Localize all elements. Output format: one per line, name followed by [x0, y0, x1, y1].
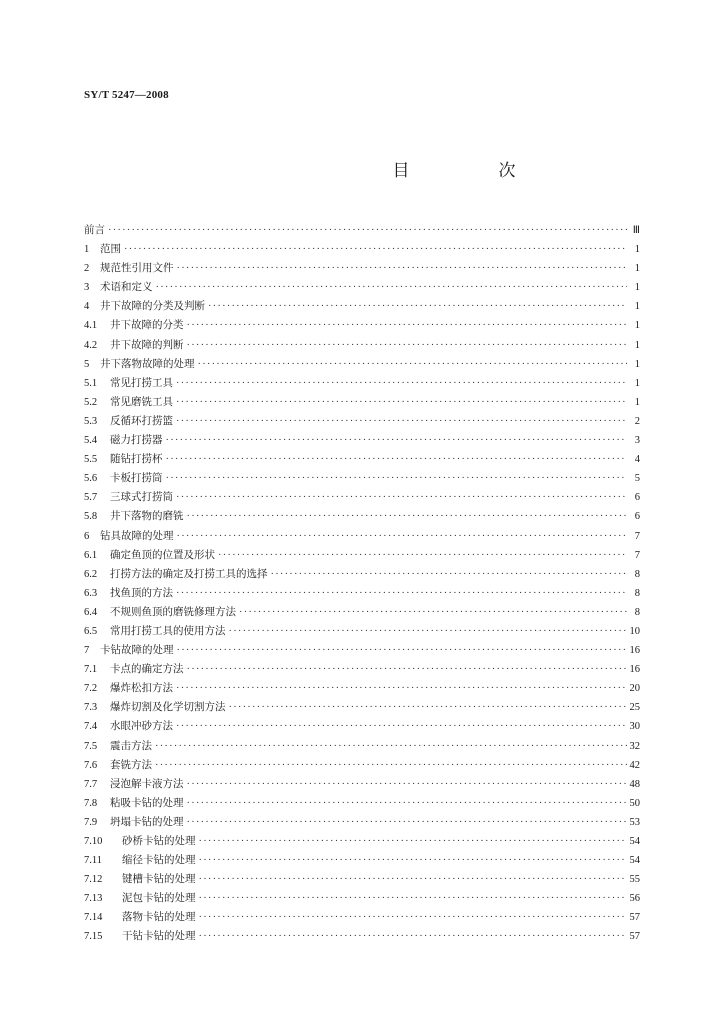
toc-entry-number: 7.12	[84, 874, 103, 886]
toc-leader-dots	[199, 927, 627, 946]
toc-entry-page: 32	[629, 740, 640, 752]
toc-entry-label: 键槽卡钻的处理	[122, 873, 196, 886]
toc-entry-label: 井下落物故障的处理	[100, 357, 195, 370]
toc-entry-label: 打捞方法的确定及打捞工具的选择	[110, 567, 268, 580]
toc-entry-number: 5.2	[84, 396, 98, 408]
toc-leader-dots	[156, 278, 628, 297]
toc-leader-dots	[155, 756, 627, 775]
toc-entry-number: 5.1	[84, 377, 98, 389]
toc-leader-dots	[155, 737, 627, 756]
toc-entry-label: 井下落物的磨铣	[110, 510, 184, 523]
toc-leader-dots	[187, 794, 627, 813]
toc-leader-dots	[176, 488, 627, 507]
toc-entry-number: 7.9	[84, 816, 98, 828]
toc-entry	[84, 297, 640, 316]
toc-entry	[84, 527, 640, 546]
toc-entry-number: 7.14	[84, 912, 103, 924]
toc-entry-label: 范围	[100, 243, 121, 256]
toc-leader-dots	[199, 870, 627, 889]
toc-entry-page: 1	[634, 301, 640, 313]
toc-entry-label: 套铣方法	[110, 758, 152, 771]
toc-entry-label: 确定鱼顶的位置及形状	[110, 548, 215, 561]
toc-entry-number: 7.11	[84, 855, 102, 867]
toc-entry-page: 42	[629, 759, 640, 771]
toc-entry-label: 爆炸松扣方法	[110, 682, 173, 695]
toc-entry-page: 25	[629, 702, 640, 714]
toc-entry-label: 卡点的确定方法	[110, 663, 184, 676]
toc-entry	[84, 316, 640, 335]
toc-leader-dots	[187, 813, 627, 832]
toc-entry-label: 常见磨铣工具	[110, 395, 173, 408]
toc-leader-dots	[166, 431, 628, 450]
toc-entry	[84, 775, 640, 794]
toc-entry	[84, 259, 640, 278]
toc-entry-label: 震击方法	[110, 739, 152, 752]
toc-entry-number: 3	[84, 282, 90, 294]
page-title-text: 目 次	[392, 161, 552, 181]
toc-entry-label: 干钻卡钻的处理	[122, 930, 196, 943]
toc-entry-label: 常用打捞工具的使用方法	[110, 624, 226, 637]
toc-entry	[84, 679, 640, 698]
toc-entry-number: 7.3	[84, 702, 98, 714]
toc-entry-page: 1	[634, 339, 640, 351]
toc-entry	[84, 908, 640, 927]
toc-leader-dots	[108, 221, 627, 240]
toc-entry-label: 卡板打捞筒	[110, 472, 163, 485]
toc-entry	[84, 870, 640, 889]
toc-entry-number: 5.3	[84, 415, 98, 427]
toc-entry	[84, 412, 640, 431]
toc-leader-dots	[187, 336, 628, 355]
toc-entry-page: 20	[629, 683, 640, 695]
toc-entry-label: 井下故障的判断	[110, 338, 184, 351]
toc-leader-dots	[199, 832, 627, 851]
toc-entry-page: 2	[634, 415, 640, 427]
toc-leader-dots	[177, 641, 627, 660]
standard-code: SY/T 5247—2008	[84, 89, 169, 101]
toc-entry-label: 术语和定义	[100, 281, 153, 294]
toc-entry-page: 1	[634, 282, 640, 294]
toc-entry-label: 卡钻故障的处理	[100, 644, 174, 657]
toc-entry-label: 常见打捞工具	[110, 376, 173, 389]
toc-entry-page: 56	[629, 893, 640, 905]
toc-entry-number: 5.8	[84, 511, 98, 523]
toc-entry-number: 5.4	[84, 435, 98, 447]
toc-entry	[84, 889, 640, 908]
toc-entry-number: 7.4	[84, 721, 98, 733]
toc-leader-dots	[176, 717, 627, 736]
toc-entry	[84, 660, 640, 679]
toc-leader-dots	[166, 469, 628, 488]
toc-entry-number: 6	[84, 530, 90, 542]
toc-entry	[84, 584, 640, 603]
toc-entry-label: 前言	[84, 224, 105, 236]
toc-entry-number: 7.2	[84, 683, 98, 695]
toc-entry-page: 16	[629, 664, 640, 676]
toc-entry-label: 井下故障的分类	[110, 319, 184, 332]
toc-leader-dots	[176, 679, 627, 698]
toc-entry-page: 4	[634, 454, 640, 466]
toc-entry-number: 7.13	[84, 893, 103, 905]
toc-entry-label: 不规则鱼顶的磨铣修理方法	[110, 605, 236, 618]
toc-entry-page: 30	[629, 721, 640, 733]
toc-entry-number: 7.1	[84, 664, 98, 676]
toc-entry-number: 6.2	[84, 568, 98, 580]
toc-entry-page: 8	[634, 606, 640, 618]
toc-entry-label: 水眼冲砂方法	[110, 720, 173, 733]
toc-entry-number: 7	[84, 645, 90, 657]
toc-entry	[84, 488, 640, 507]
toc-leader-dots	[177, 527, 628, 546]
toc-entry-label: 浸泡解卡液方法	[110, 777, 184, 790]
toc-leader-dots	[199, 851, 627, 870]
toc-entry-number: 5.5	[84, 454, 98, 466]
toc-entry-page: 48	[629, 778, 640, 790]
toc-entry-label: 井下故障的分类及判断	[100, 300, 205, 313]
toc-entry	[84, 698, 640, 717]
toc-entry-number: 6.1	[84, 549, 98, 561]
toc-entry-number: 7.5	[84, 740, 98, 752]
toc-entry-label: 坍塌卡钻的处理	[110, 815, 184, 828]
toc-entry	[84, 355, 640, 374]
toc-entry-number: 7.7	[84, 778, 98, 790]
toc-entry-number: 7.8	[84, 797, 98, 809]
toc-entry-label: 缩径卡钻的处理	[122, 854, 196, 867]
toc-entry-number: 6.3	[84, 587, 98, 599]
toc-leader-dots	[124, 240, 627, 259]
toc-entry-page: 53	[629, 816, 640, 828]
toc-entry-number: 6.5	[84, 625, 98, 637]
toc-entry	[84, 622, 640, 641]
toc-entry-label: 规范性引用文件	[100, 262, 174, 275]
toc-entry	[84, 813, 640, 832]
toc-entry-page: 16	[629, 645, 640, 657]
toc-entry-page: Ⅲ	[632, 225, 640, 236]
toc-entry-page: 1	[634, 358, 640, 370]
toc-entry-page: 5	[634, 473, 640, 485]
toc-leader-dots	[187, 507, 628, 526]
toc-entry-number: 6.4	[84, 606, 98, 618]
toc-leader-dots	[176, 374, 627, 393]
toc-entry-page: 1	[634, 320, 640, 332]
toc-entry	[84, 851, 640, 870]
toc-entry-page: 57	[629, 931, 640, 943]
toc-entry-page: 7	[634, 530, 640, 542]
toc-entry	[84, 927, 640, 946]
toc-leader-dots	[271, 565, 628, 584]
toc-leader-dots	[187, 660, 627, 679]
toc-leader-dots	[166, 450, 628, 469]
toc-leader-dots	[229, 698, 627, 717]
toc-leader-dots	[199, 889, 627, 908]
toc-leader-dots	[208, 297, 627, 316]
toc-entry	[84, 450, 640, 469]
toc-entry-page: 54	[629, 855, 640, 867]
toc-entry-label: 落物卡钻的处理	[122, 911, 196, 924]
toc-entry	[84, 832, 640, 851]
toc-entry	[84, 603, 640, 622]
toc-entry-number: 4.1	[84, 320, 98, 332]
toc-entry	[84, 565, 640, 584]
toc-leader-dots	[187, 316, 628, 335]
toc-entry-label: 三球式打捞筒	[110, 491, 173, 504]
toc-entry-label: 砂桥卡钻的处理	[122, 835, 196, 847]
toc-entry	[84, 737, 640, 756]
toc-entry-page: 57	[629, 912, 640, 924]
toc-leader-dots	[198, 355, 628, 374]
toc-entry-label: 泥包卡钻的处理	[122, 892, 196, 905]
toc-leader-dots	[229, 622, 627, 641]
toc-entry-page: 6	[634, 492, 640, 504]
toc-entry	[84, 393, 640, 412]
toc-entry-number: 7.10	[84, 836, 103, 847]
toc-leader-dots	[199, 908, 627, 927]
toc-entry-page: 1	[634, 396, 640, 408]
toc-entry	[84, 221, 640, 240]
toc-entry	[84, 374, 640, 393]
toc-entry-page: 6	[634, 511, 640, 523]
toc-entry-page: 55	[629, 874, 640, 886]
toc-leader-dots	[218, 546, 627, 565]
toc-leader-dots	[187, 775, 627, 794]
toc-entry-label: 爆炸切割及化学切割方法	[110, 701, 226, 714]
toc-entry-number: 7.6	[84, 759, 98, 771]
toc-entry	[84, 336, 640, 355]
toc-entry-label: 反循环打捞篮	[110, 414, 173, 427]
toc-entry-number: 4	[84, 301, 90, 313]
toc-entry	[84, 641, 640, 660]
toc-entry-page: 50	[629, 797, 640, 809]
toc-entry-number: 1	[84, 244, 90, 256]
toc-entry-page: 1	[634, 377, 640, 389]
toc-entry-number: 7.15	[84, 931, 103, 943]
toc-entry-number: 5	[84, 358, 90, 370]
toc-entry-page: 10	[629, 625, 640, 637]
toc-entry	[84, 431, 640, 450]
toc-entry	[84, 469, 640, 488]
toc-entry-page: 54	[629, 836, 640, 847]
toc-entry	[84, 717, 640, 736]
toc-entry-label: 钻具故障的处理	[100, 529, 174, 542]
toc-entry-number: 2	[84, 263, 90, 275]
toc-leader-dots	[239, 603, 627, 622]
toc-entry-label: 粘吸卡钻的处理	[110, 796, 184, 809]
toc-entry-page: 7	[634, 549, 640, 561]
toc-entry	[84, 756, 640, 775]
toc-entry	[84, 794, 640, 813]
toc-leader-dots	[176, 412, 627, 431]
toc-leader-dots	[176, 393, 627, 412]
toc-entry	[84, 546, 640, 565]
toc-entry	[84, 278, 640, 297]
toc-entry-page: 1	[634, 263, 640, 275]
toc-entry	[84, 240, 640, 259]
toc-entry	[84, 507, 640, 526]
toc-entry-page: 1	[634, 244, 640, 256]
toc-entry-number: 5.7	[84, 492, 98, 504]
toc-entry-page: 3	[634, 435, 640, 447]
toc-entry-page: 8	[634, 568, 640, 580]
toc-entry-label: 找鱼顶的方法	[110, 586, 173, 599]
toc-entry-number: 5.6	[84, 473, 98, 485]
toc-leader-dots	[177, 259, 628, 278]
toc-entry-label: 随钻打捞杯	[110, 453, 163, 466]
toc-entry-page: 8	[634, 587, 640, 599]
toc-entry-label: 磁力打捞器	[110, 434, 163, 447]
table-of-contents	[84, 221, 640, 947]
toc-entry-number: 4.2	[84, 339, 98, 351]
page-title	[0, 156, 724, 181]
toc-leader-dots	[176, 584, 627, 603]
